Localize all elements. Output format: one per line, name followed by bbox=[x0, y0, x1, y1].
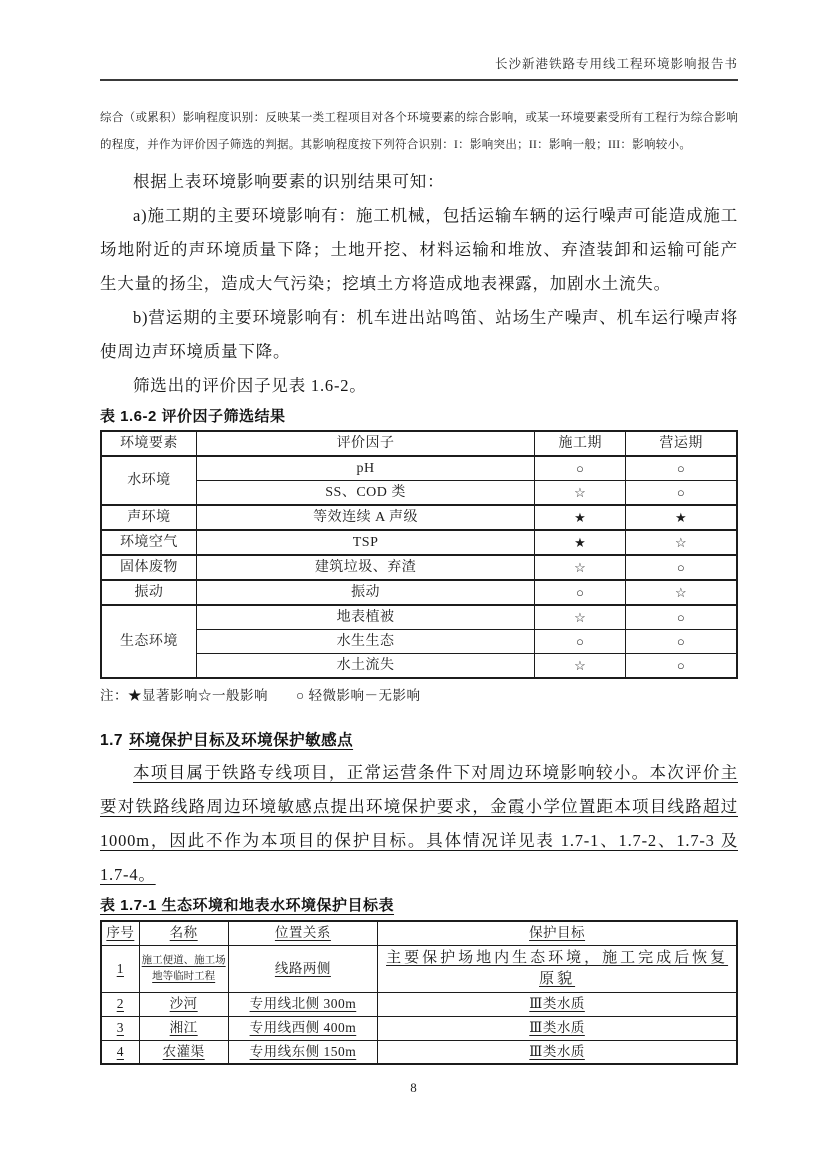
goal-cell: 主要保护场地内生态环境，施工完成后恢复原貌 bbox=[378, 945, 737, 992]
factor-cell: 水生生态 bbox=[196, 630, 534, 654]
table-row bbox=[101, 1040, 737, 1064]
table-row bbox=[101, 1016, 737, 1040]
paragraph-table-ref: 筛选出的评价因子见表 1.6-2。 bbox=[133, 376, 367, 395]
element-cell: 振动 bbox=[101, 580, 196, 605]
element-cell: 生态环境 bbox=[101, 605, 196, 678]
table-row bbox=[101, 630, 737, 654]
name-cell: 农灌渠 bbox=[139, 1040, 228, 1064]
table-1-6-2-title: 表 1.6-2 评价因子筛选结果 bbox=[100, 408, 286, 425]
section-1-7-body: 本项目属于铁路专线项目，正常运营条件下对周边环境影响较小。本次评价主要对铁路线路周边环境敏感点提出环境保护要求，金霞小学位置距本项目线路超过1000m，因此不作为本项目的保护目标。具体情况详见表 1.7-1、1.7-2、1.7-3 及 1.7-4。 bbox=[100, 763, 738, 884]
construction-symbol: ★ bbox=[535, 530, 626, 555]
operation-symbol: ○ bbox=[626, 456, 737, 481]
construction-symbol: ○ bbox=[535, 580, 626, 605]
operation-symbol: ○ bbox=[626, 630, 737, 654]
construction-symbol: ○ bbox=[535, 630, 626, 654]
factor-cell: 地表植被 bbox=[196, 605, 534, 630]
construction-symbol: ○ bbox=[535, 456, 626, 481]
page-content bbox=[100, 0, 738, 1065]
table-row bbox=[101, 505, 737, 530]
element-cell: 固体废物 bbox=[101, 555, 196, 580]
paragraph-item-b: b)营运期的主要环境影响有：机车进出站鸣笛、站场生产噪声、机车运行噪声将使周边声环境质量下降。 bbox=[100, 308, 738, 361]
table-row bbox=[101, 580, 737, 605]
element-cell: 水环境 bbox=[101, 456, 196, 505]
element-cell: 环境空气 bbox=[101, 530, 196, 555]
position-cell: 专用线北侧 300m bbox=[228, 992, 377, 1016]
factor-cell: 振动 bbox=[196, 580, 534, 605]
header-position-relation: 位置关系 bbox=[228, 921, 377, 945]
table-row bbox=[101, 992, 737, 1016]
table-row bbox=[101, 555, 737, 580]
goal-cell: Ⅲ类水质 bbox=[378, 1016, 737, 1040]
name-cell: 湘江 bbox=[139, 1016, 228, 1040]
name-cell: 沙河 bbox=[139, 992, 228, 1016]
document-header-title: 长沙新港铁路专用线工程环境影响报告书 bbox=[494, 57, 738, 71]
position-cell: 线路两侧 bbox=[228, 945, 377, 992]
header-rule bbox=[100, 79, 738, 81]
operation-symbol: ○ bbox=[626, 481, 737, 506]
factor-cell: TSP bbox=[196, 530, 534, 555]
serial-cell: 1 bbox=[101, 945, 139, 992]
header-construction-period: 施工期 bbox=[535, 431, 626, 456]
operation-symbol: ○ bbox=[626, 605, 737, 630]
table-row bbox=[101, 481, 737, 506]
operation-symbol: ○ bbox=[626, 555, 737, 580]
construction-symbol: ☆ bbox=[535, 555, 626, 580]
goal-cell: Ⅲ类水质 bbox=[378, 1040, 737, 1064]
factor-cell: 建筑垃圾、弃渣 bbox=[196, 555, 534, 580]
position-cell: 专用线东侧 150m bbox=[228, 1040, 377, 1064]
table-header-row bbox=[101, 921, 737, 945]
operation-symbol: ☆ bbox=[626, 580, 737, 605]
operation-symbol: ○ bbox=[626, 654, 737, 679]
factor-cell: SS、COD 类 bbox=[196, 481, 534, 506]
name-cell: 施工便道、施工场地等临时工程 bbox=[139, 945, 228, 992]
table-row bbox=[101, 945, 737, 992]
construction-symbol: ☆ bbox=[535, 605, 626, 630]
header-operation-period: 营运期 bbox=[626, 431, 737, 456]
operation-symbol: ☆ bbox=[626, 530, 737, 555]
section-number: 1.7 bbox=[100, 732, 124, 749]
paragraph-impact-degree: 综合（或累积）影响程度识别：反映某一类工程项目对各个环境要素的综合影响，或某一环境要素受所有工程行为综合影响的程度，并作为评价因子筛选的判据。其影响程度按下列符合识别：I：影响突出；II：影响一般；III：影响较小。 bbox=[100, 112, 738, 151]
construction-symbol: ★ bbox=[535, 505, 626, 530]
table-header-row bbox=[101, 431, 737, 456]
table-row bbox=[101, 654, 737, 679]
serial-cell: 4 bbox=[101, 1040, 139, 1064]
operation-symbol: ★ bbox=[626, 505, 737, 530]
serial-cell: 2 bbox=[101, 992, 139, 1016]
position-cell: 专用线西侧 400m bbox=[228, 1016, 377, 1040]
header-name: 名称 bbox=[139, 921, 228, 945]
table-row bbox=[101, 605, 737, 630]
table-legend-note: 注：★显著影响☆一般影响 ○ 轻微影响－无影响 bbox=[100, 688, 421, 703]
header-serial-number: 序号 bbox=[101, 921, 139, 945]
section-1-7-heading bbox=[100, 728, 738, 750]
table-1-7-1-title: 表 1.7-1 生态环境和地表水环境保护目标表 bbox=[100, 897, 395, 914]
table-row bbox=[101, 456, 737, 481]
factor-cell: 等效连续 A 声级 bbox=[196, 505, 534, 530]
table-row bbox=[101, 530, 737, 555]
construction-symbol: ☆ bbox=[535, 654, 626, 679]
paragraph-intro: 根据上表环境影响要素的识别结果可知： bbox=[133, 172, 445, 191]
paragraph-item-a: a)施工期的主要环境影响有：施工机械，包括运输车辆的运行噪声可能造成施工场地附近的声环境质量下降；土地开挖、材料运输和堆放、弃渣装卸和运输可能产生大量的扬尘，造成大气污染；挖填土方将造成地表裸露，加剧水土流失。 bbox=[100, 206, 738, 293]
header-protection-goal: 保护目标 bbox=[378, 921, 737, 945]
factor-cell: pH bbox=[196, 456, 534, 481]
element-cell: 声环境 bbox=[101, 505, 196, 530]
table-1-6-2 bbox=[100, 430, 738, 679]
header-evaluation-factor: 评价因子 bbox=[196, 431, 534, 456]
serial-cell: 3 bbox=[101, 1016, 139, 1040]
section-title: 环境保护目标及环境保护敏感点 bbox=[129, 732, 354, 749]
table-1-7-1 bbox=[100, 920, 738, 1065]
factor-cell: 水土流失 bbox=[196, 654, 534, 679]
goal-cell: Ⅲ类水质 bbox=[378, 992, 737, 1016]
page-number: 8 bbox=[410, 1080, 417, 1095]
construction-symbol: ☆ bbox=[535, 481, 626, 506]
header-environment-element: 环境要素 bbox=[101, 431, 196, 456]
